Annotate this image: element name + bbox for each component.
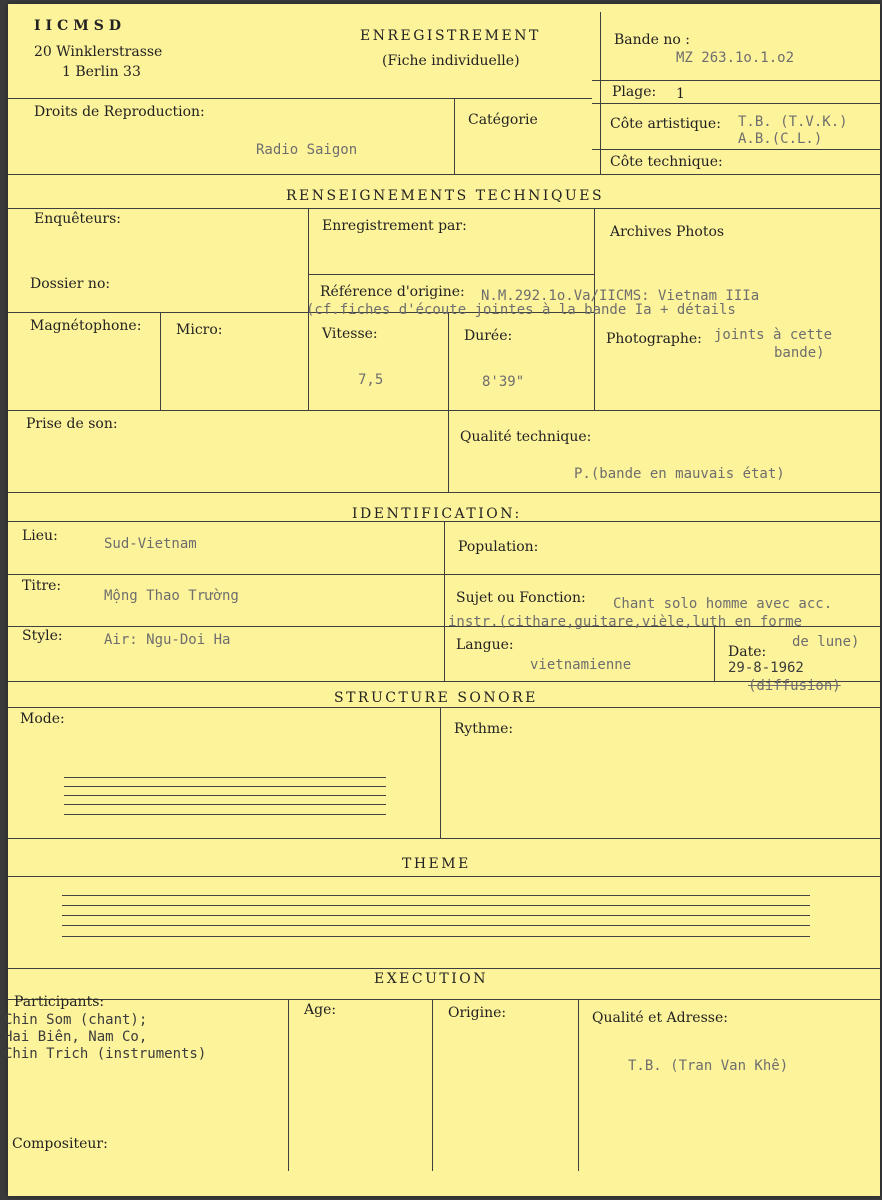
rule xyxy=(8,838,880,839)
mode-staff-line xyxy=(64,777,386,778)
rule xyxy=(444,521,445,681)
form-subtitle: (Fiche individuelle) xyxy=(382,53,520,69)
date-value: 29-8-1962 xyxy=(728,660,804,676)
qualite-technique-value: P.(bande en mauvais état) xyxy=(574,466,785,482)
qualite-adresse-value: T.B. (Tran Van Khê) xyxy=(628,1058,789,1074)
prise-de-son-label: Prise de son: xyxy=(26,416,118,432)
cote-artistique-value: A.B.(C.L.) xyxy=(738,131,823,147)
qualite-technique-label: Qualité technique: xyxy=(460,429,592,445)
institute-logo: IICMSD xyxy=(34,18,126,34)
sujet-label: Sujet ou Fonction: xyxy=(456,590,586,606)
mode-staff-line xyxy=(64,786,386,787)
rule xyxy=(714,626,715,681)
origine-label: Origine: xyxy=(448,1005,507,1021)
section-heading-technique: RENSEIGNEMENTS TECHNIQUES xyxy=(286,188,605,204)
bande-value: MZ 263.1o.1.o2 xyxy=(676,50,795,66)
sujet-value: instr.(cithare,guitare,vièle,luth en forme xyxy=(448,614,803,630)
vitesse-label: Vitesse: xyxy=(322,326,378,342)
theme-staff-line xyxy=(62,925,810,926)
style-label: Style: xyxy=(22,628,63,644)
mode-staff-line xyxy=(64,795,386,796)
bande-label: Bande no : xyxy=(614,32,690,48)
archives-photos-label: Archives Photos xyxy=(610,224,725,240)
rule xyxy=(8,208,880,209)
droits-value: Radio Saigon xyxy=(256,142,358,158)
theme-staff-line xyxy=(62,936,810,937)
section-heading-execution: EXECUTION xyxy=(374,971,489,987)
rule xyxy=(8,968,880,969)
rule xyxy=(600,12,601,174)
sujet-value: Chant solo homme avec acc. xyxy=(613,596,833,612)
theme-staff-line xyxy=(62,915,810,916)
rule xyxy=(8,174,880,175)
institute-street: 20 Winklerstrasse xyxy=(34,44,163,60)
rule xyxy=(8,707,880,708)
photographe-label: Photographe: xyxy=(606,331,702,347)
reference-label: Référence d'origine: xyxy=(320,284,465,300)
rule xyxy=(308,274,594,275)
enqueteurs-label: Enquêteurs: xyxy=(34,211,122,227)
record-card xyxy=(4,4,880,1196)
micro-label: Micro: xyxy=(176,322,223,338)
rule xyxy=(578,999,579,1171)
titre-label: Titre: xyxy=(22,578,62,594)
cote-technique-label: Côte technique: xyxy=(610,154,723,170)
compositeur-label: Compositeur: xyxy=(12,1136,108,1152)
rule xyxy=(288,999,289,1171)
section-heading-structure: STRUCTURE SONORE xyxy=(334,690,538,706)
rule xyxy=(160,312,161,410)
qualite-adresse-label: Qualité et Adresse: xyxy=(592,1010,728,1026)
rule xyxy=(592,103,880,104)
participants-value: Chin Som (chant); xyxy=(4,1012,148,1028)
rule xyxy=(592,80,880,81)
sujet-value: de lune) xyxy=(792,634,860,650)
plage-value: 1 xyxy=(676,86,685,102)
date-note: (diffusion) xyxy=(748,678,841,694)
langue-value: vietnamienne xyxy=(530,657,632,673)
style-value: Air: Ngu-Doi Ha xyxy=(104,632,231,648)
lieu-value: Sud-Vietnam xyxy=(104,536,197,552)
rule xyxy=(592,149,880,150)
reference-value: (cf.fiches d'écoute jointes à la bande Ia + détails xyxy=(306,302,736,318)
photographe-value: bande) xyxy=(774,345,825,361)
section-heading-theme: THEME xyxy=(402,856,471,872)
rule xyxy=(432,999,433,1171)
rule xyxy=(8,999,880,1000)
age-label: Age: xyxy=(304,1002,337,1018)
duree-label: Durée: xyxy=(464,328,513,344)
mode-staff-line xyxy=(64,814,386,815)
rule xyxy=(448,312,449,492)
rule xyxy=(454,98,455,174)
section-heading-identification: IDENTIFICATION: xyxy=(352,506,522,522)
date-label: Date: xyxy=(728,644,767,660)
langue-label: Langue: xyxy=(456,637,514,653)
titre-value: Mộng Thao Trường xyxy=(104,588,239,604)
duree-value: 8'39" xyxy=(482,374,525,390)
reference-value: N.M.292.1o.Va/IICMS: Vietnam IIIa xyxy=(481,288,760,304)
mode-staff-line xyxy=(64,804,386,805)
photographe-value: joints à cette xyxy=(714,327,833,343)
cote-artistique-label: Côte artistique: xyxy=(610,116,721,132)
cote-artistique-value: T.B. (T.V.K.) xyxy=(738,114,848,130)
rule xyxy=(8,492,880,493)
institute-city: 1 Berlin 33 xyxy=(62,64,141,80)
rule xyxy=(8,410,880,411)
magnetophone-label: Magnétophone: xyxy=(30,318,142,334)
categorie-label: Catégorie xyxy=(468,112,538,128)
rule xyxy=(8,98,592,99)
droits-label: Droits de Reproduction: xyxy=(34,104,205,120)
mode-label: Mode: xyxy=(20,711,65,727)
rule xyxy=(8,876,880,877)
plage-label: Plage: xyxy=(612,84,657,100)
rythme-label: Rythme: xyxy=(454,721,514,737)
participants-value: Hai Biên, Nam Co, xyxy=(4,1029,148,1045)
theme-staff-line xyxy=(62,895,810,896)
participants-value: Chin Trich (instruments) xyxy=(4,1046,207,1062)
participants-label: Participants: xyxy=(14,994,105,1010)
rule xyxy=(440,707,441,838)
dossier-label: Dossier no: xyxy=(30,276,111,292)
theme-staff-line xyxy=(62,905,810,906)
population-label: Population: xyxy=(458,539,539,555)
lieu-label: Lieu: xyxy=(22,528,58,544)
vitesse-value: 7,5 xyxy=(358,372,384,388)
form-title: ENREGISTREMENT xyxy=(360,28,541,44)
enregistrement-par-label: Enregistrement par: xyxy=(322,218,467,234)
